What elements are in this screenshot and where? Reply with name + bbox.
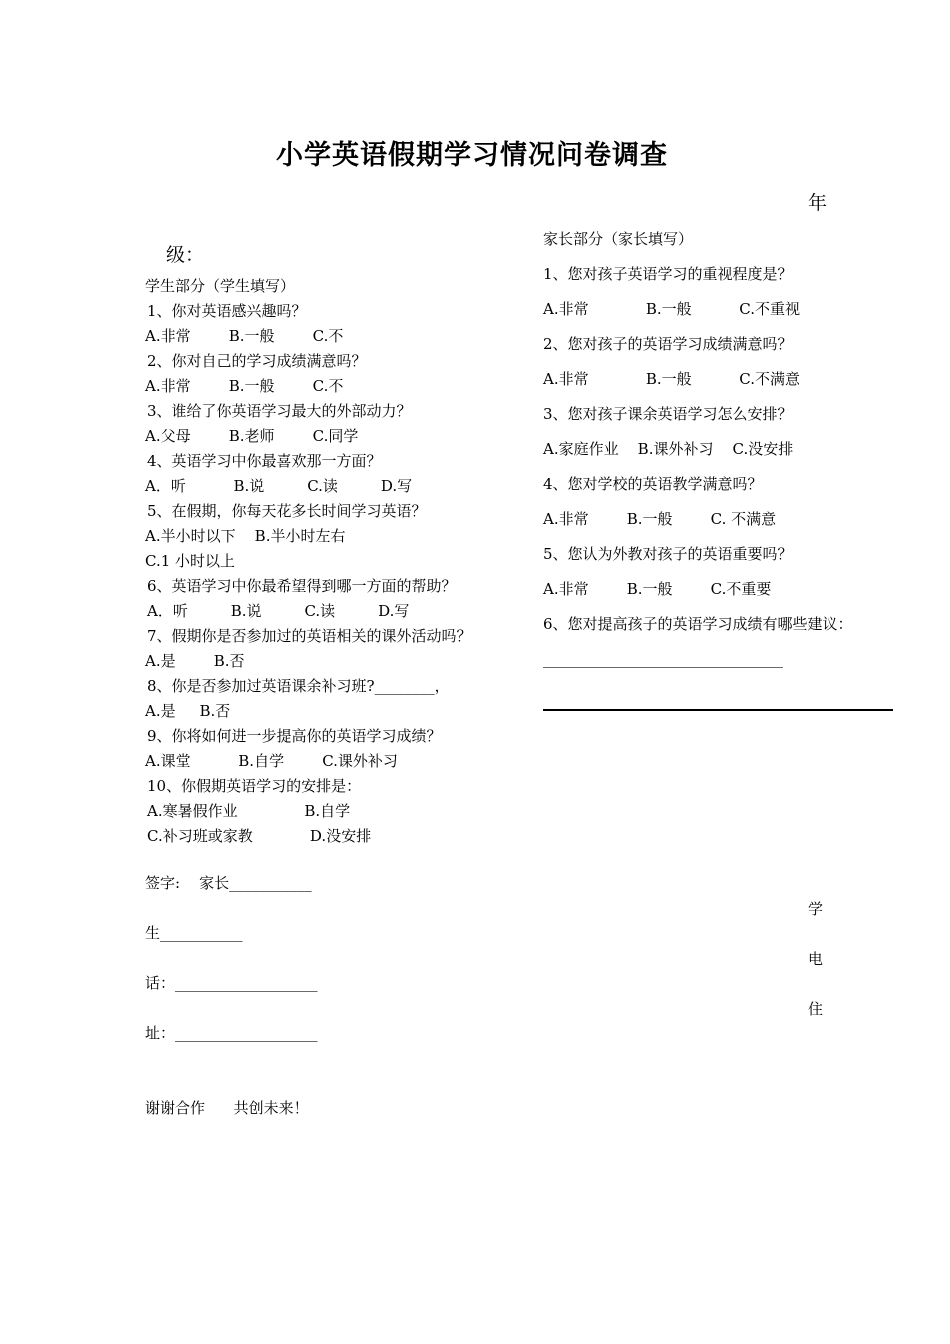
student-q4-options: A．听 B.说 C.读 D.写	[145, 477, 413, 495]
student-q10-options: A.寒暑假作业 B.自学	[147, 802, 351, 820]
grade-label: 级：	[166, 244, 205, 266]
parent-suggestion-blank: ________________________________	[543, 650, 783, 668]
signature-student: 生___________	[145, 924, 243, 942]
student-q10: 10、你假期英语学习的安排是：	[147, 777, 362, 795]
parent-q6: 6、您对提高孩子的英语学习成绩有哪些建议：	[543, 615, 853, 633]
page-title: 小学英语假期学习情况问卷调查	[276, 140, 668, 171]
student-q6: 6、英语学习中你最希望得到哪一方面的帮助？	[147, 577, 457, 595]
student-q3-options: A.父母 B.老师 C.同学	[145, 427, 359, 445]
parent-q5-options: A.非常 B.一般 C.不重要	[543, 580, 772, 598]
parent-q4-options: A.非常 B.一般 C. 不满意	[543, 510, 777, 528]
student-q9-options: A.课堂 B.自学 C.课外补习	[145, 752, 398, 770]
student-section-header: 学生部分（学生填写）	[145, 277, 296, 295]
thanks-text: 谢谢合作 共创未来！	[145, 1099, 309, 1117]
address-field: 址：___________________	[145, 1024, 318, 1042]
parent-q4: 4、您对学校的英语教学满意吗？	[543, 475, 763, 493]
phone-field: 话：___________________	[145, 974, 318, 992]
student-q10-options-2: C.补习班或家教 D.没安排	[147, 827, 372, 845]
student-q5: 5、在假期，你每天花多长时间学习英语？	[147, 502, 427, 520]
student-q7: 7、假期你是否参加过的英语相关的课外活动吗？	[147, 627, 472, 645]
student-q5-options: A.半小时以下 B.半小时左右	[145, 527, 346, 545]
student-q1-options: A.非常 B.一般 C.不	[145, 327, 344, 345]
student-q3: 3、谁给了你英语学习最大的外部动力？	[147, 402, 412, 420]
phone-label-start: 电	[808, 950, 824, 968]
student-q8-options: A.是 B.否	[145, 702, 231, 720]
parent-q1: 1、您对孩子英语学习的重视程度是？	[543, 265, 793, 283]
address-label-start: 住	[808, 1000, 824, 1018]
student-q6-options: A．听 B.说 C.读 D.写	[147, 602, 410, 620]
student-q2-options: A.非常 B.一般 C.不	[145, 377, 344, 395]
student-q4: 4、英语学习中你最喜欢那一方面？	[147, 452, 382, 470]
parent-section-header: 家长部分（家长填写）	[543, 230, 694, 248]
answer-line	[543, 709, 893, 711]
parent-q2: 2、您对孩子的英语学习成绩满意吗？	[543, 335, 793, 353]
parent-q3: 3、您对孩子课余英语学习怎么安排？	[543, 405, 793, 423]
grade-year-label: 年	[808, 192, 828, 214]
student-q8: 8、你是否参加过英语课余补习班?________，	[147, 677, 450, 695]
parent-q3-options: A.家庭作业 B.课外补习 C.没安排	[543, 440, 794, 458]
student-q5-options-2: C.1 小时以上	[145, 552, 236, 570]
signature-student-label: 学	[808, 900, 824, 918]
student-q1: 1、你对英语感兴趣吗？	[147, 302, 307, 320]
student-q7-options: A.是 B.否	[145, 652, 245, 670]
parent-q1-options: A.非常 B.一般 C.不重视	[543, 300, 801, 318]
signature-parent: 签字: 家长___________	[145, 874, 312, 892]
student-q2: 2、你对自己的学习成绩满意吗？	[147, 352, 367, 370]
parent-q5: 5、您认为外教对孩子的英语重要吗？	[543, 545, 793, 563]
student-q9: 9、你将如何进一步提高你的英语学习成绩？	[147, 727, 442, 745]
parent-q2-options: A.非常 B.一般 C.不满意	[543, 370, 801, 388]
